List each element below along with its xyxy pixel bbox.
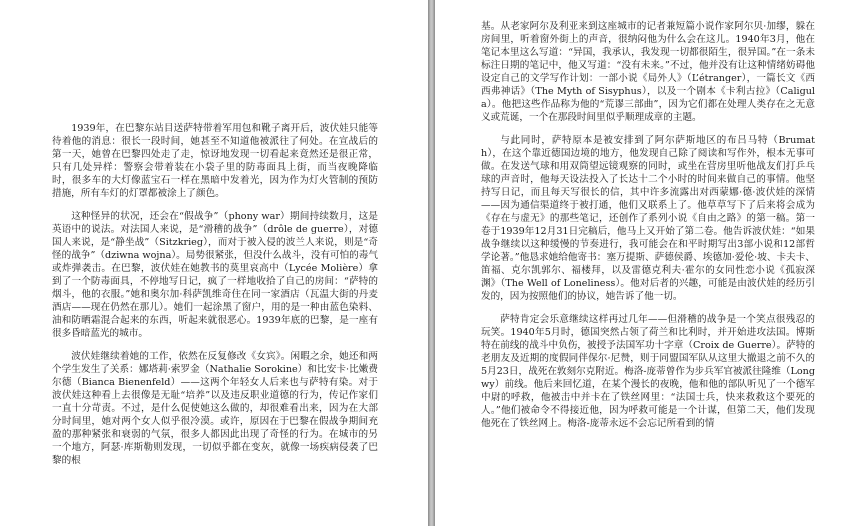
left-paragraph-1: 1939年，在巴黎东站目送萨特带着军用包和靴子离开后，波伏娃只能等待着他的消息：很长一段时间，她甚至不知道他被派往了何处。在宣战后的第一天，她曾在巴黎四处走了走，惊讶地发现一切看起来竟然还是很正常，只有几处异样：警察会带着装在小袋子里的防毒面具上街，而当夜晚降临时，很多车的大灯像蓝宝石一样在黑暗中发着光，因为作为灯火管制的预防措施，所有车灯的灯罩都被涂上了颜色。 xyxy=(52,123,378,199)
left-paragraph-2: 这种怪异的状况，还会在“假战争”（phony war）期间持续数月，这是英语中的说法。对法国人来说，是“滑稽的战争”（drôle de guerre），对德国人来说，是“静坐战”（Sitzkrieg），而对于被入侵的波兰人来说，则是“奇怪的战争”（dziwna wojna）。局势很紧张，但没什么战斗，没有可怕的毒气或炸弹袭击。在巴黎，波伏娃在她教书的莫里哀高中（Lycée Molière）拿到了一个防毒面具，不停地写日记，疯了一样地收拾了自己的房间：“萨特的烟斗，他的衣服。”她和奥尔加·科萨凯维奇住在同一家酒店（瓦温大街的丹麦酒店——现在仍然在那儿）。她们一起涂黑了窗户，用的是一种由蓝色染料、油和防晒霜混合起来的东西，听起来就很恶心。1939年底的巴黎，是一座有很多昏暗蓝光的城市。 xyxy=(52,211,378,339)
left-paragraph-3: 波伏娃继续着她的工作，依然在反复修改《女宾》。闲暇之余，她还和两个学生发生了关系：娜塔莉·索罗金（Nathalie Sorokine）和比安卡·比嫩费尔德（Bianca Bienenfeld）——这两个年轻女人后来也与萨特有染。对于波伏娃这种看上去很像是无耻“培养”以及违反职业道德的行为，传记作家们一直十分苛责。不过，是什么促使她这么做的，却很难看出来，因为在大部分时间里，她对两个女人似乎很冷漠。或许，原因在于巴黎在假战争期间充盈的那种紧张和衰弱的气氛，很多人都因此出现了奇怪的行为。在城市的另一个地方，阿瑟·库斯勒则发现，一切似乎都在变灰，就像一场疾病侵袭了巴黎的根 xyxy=(52,351,378,466)
right-paragraph-2: 与此同时，萨特原本是被安排到了阿尔萨斯地区的布吕马特（Brumath），在这个靠近德国边境的地方，他发现自己除了阅读和写作外，根本无事可做。在发送气球和用双筒望远镜观察的同时，或坐在营房里听他战友们打乒乓球的声音时，他每天设法投入了长达十二个小时的时间来做自己的事情。他坚持写日记，而且每天写很长的信，其中许多流露出对西蒙娜·德·波伏娃的深情——因为通信渠道终于被打通，他们又联系上了。他草草写下了后来将会成为《存在与虚无》的那些笔记，还创作了系列小说《自由之路》的第一稿。第一卷于1939年12月31日完稿后，他马上又开始了第二卷。他告诉波伏娃：“如果战争继续以这种缓慢的节奏进行，我可能会在和平时期写出3部小说和12部哲学论著。”他恳求她给他寄书：塞万提斯、萨德侯爵、埃德加·爱伦·坡、卡夫卡、笛福、克尔凯郭尔、福楼拜，以及雷德克利夫·霍尔的女同性恋小说《孤寂深渊》（The Well of Loneliness）。他对后者的兴趣，可能是由波伏娃的经历引发的，因为按照他们的协议，她告诉了他一切。 xyxy=(481,135,815,302)
right-page xyxy=(435,0,867,526)
left-page xyxy=(0,0,428,526)
right-paragraph-3: 萨特肯定会乐意继续这样再过几年——但滑稽的战争是一个笑点很残忍的玩笑。1940年5月时，德国突然占领了荷兰和比利时，并开始进攻法国。博斯特在前线的战斗中负伤，被授予法国军功十字章（Croix de Guerre）。萨特的老朋友及近期的度假同伴保尔·尼赞，则于同盟国军队从这里大撤退之前不久的5月23日，战死在敦刻尔克附近。梅洛-庞蒂曾作为步兵军官被派往隆维（Longwy）前线。他后来回忆道，在某个漫长的夜晚，他和他的部队听见了一个德军中尉的呼救，他被击中并卡在了铁丝网里：“法国士兵，快来救救这个要死的人。”他们被命令不得接近他，因为呼救可能是一个计谋，但第二天，他们发现他死在了铁丝网上。梅洛-庞蒂永远不会忘记所看到的情 xyxy=(481,314,815,429)
right-paragraph-1: 基。从老家阿尔及利亚来到这座城市的记者兼短篇小说作家阿尔贝·加缪，躲在房间里，听着窗外街上的声音，很纳闷他为什么会在这儿。1940年3月，他在笔记本里这么写道：“异国，我承认，我发现一切都很陌生，很异国。”在一条未标注日期的笔记中，他又写道：“没有未来。”不过，他并没有让这种情绪妨碍他设定自己的文学写作计划：一部小说《局外人》（L’étranger），一篇长文《西西弗神话》（The Myth of Sisyphus），以及一个剧本《卡利古拉》（Caligula）。他把这些作品称为他的“荒谬三部曲”，因为它们都在处理人类存在之无意义或荒诞，一个在那段时间里似乎顺理成章的主题。 xyxy=(481,21,815,123)
page-spine-divider xyxy=(428,0,435,526)
